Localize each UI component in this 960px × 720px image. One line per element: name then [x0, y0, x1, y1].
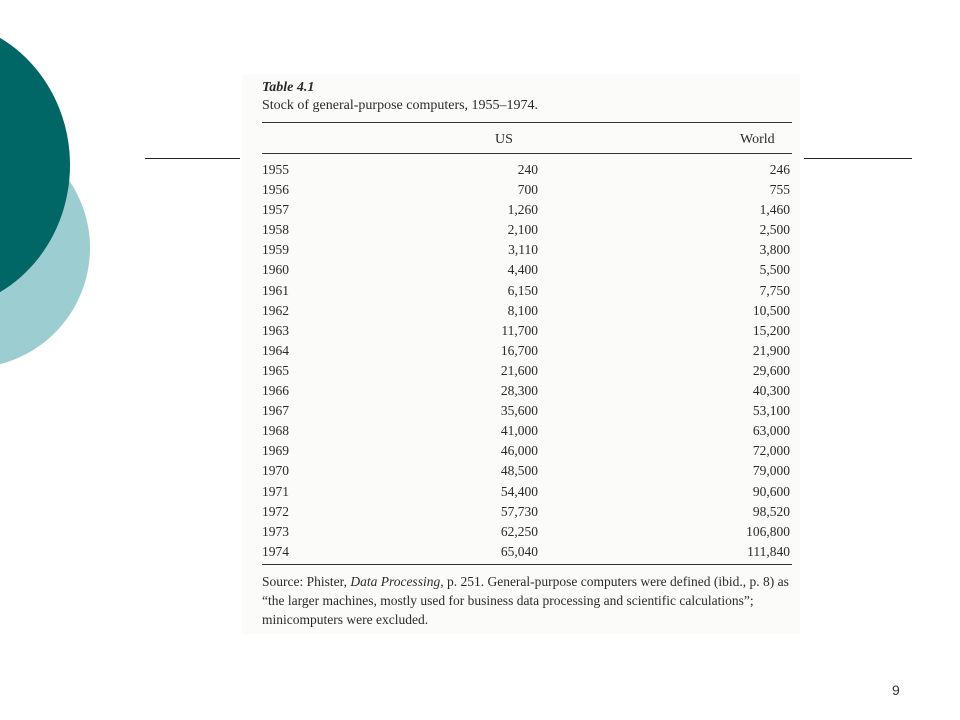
- cell-us: 240: [517, 162, 538, 177]
- cell-us: 1,260: [507, 202, 538, 218]
- table-row: [242, 403, 800, 423]
- table-row: [242, 443, 800, 463]
- table-row: [242, 303, 800, 323]
- cell-year: 1966: [262, 383, 289, 399]
- cell-world: 21,900: [752, 342, 790, 358]
- cell-world: 79,000: [752, 463, 790, 479]
- cell-year: 1957: [262, 202, 289, 218]
- cell-world: 40,300: [752, 383, 790, 399]
- cell-year: 1963: [262, 322, 289, 338]
- scanned-table-image: [242, 74, 800, 634]
- cell-world: 5,500: [759, 262, 790, 278]
- cell-us: 3,110: [508, 242, 538, 258]
- table-bottom-rule: [262, 564, 792, 565]
- cell-world: 106,800: [746, 523, 790, 539]
- cell-us: 16,700: [500, 342, 538, 358]
- cell-year: 1971: [262, 483, 289, 499]
- table-row: [242, 463, 800, 483]
- table-row: [242, 242, 800, 262]
- cell-us: 41,000: [500, 423, 538, 439]
- cell-year: 1958: [262, 222, 289, 238]
- table-row: [242, 383, 800, 403]
- cell-us: 21,600: [500, 362, 538, 378]
- cell-year: 1970: [262, 463, 289, 479]
- cell-year: 1956: [262, 182, 289, 198]
- cell-world: 2,500: [759, 222, 790, 238]
- source-suffix: , p. 251. General-purpose computers were defined (ibid., p. 8) as “the larger machines, mostly used for business data processing and scientific calculations”; minicomputers were excluded.: [262, 574, 789, 627]
- cell-year: 1972: [262, 503, 289, 519]
- cell-world: 1,460: [759, 202, 790, 218]
- cell-year: 1964: [262, 342, 289, 358]
- column-header-world: World: [740, 132, 775, 147]
- cell-us: 4,400: [507, 262, 538, 278]
- cell-us: 57,730: [500, 503, 538, 519]
- cell-world: 29,600: [752, 362, 790, 378]
- cell-year: 1961: [262, 282, 289, 298]
- cell-us: 11,700: [501, 322, 538, 338]
- table-body: [242, 162, 800, 564]
- cell-us: 28,300: [500, 383, 538, 399]
- table-row: [242, 343, 800, 363]
- table-row: [242, 323, 800, 343]
- cell-world: 72,000: [752, 443, 790, 459]
- table-top-rule: [262, 122, 792, 123]
- table-row: [242, 524, 800, 544]
- cell-world: 90,600: [752, 483, 790, 499]
- cell-year: 1955: [262, 162, 289, 177]
- cell-us: 54,400: [500, 483, 538, 499]
- cell-world: 111,840: [747, 543, 790, 559]
- table-row: [242, 222, 800, 242]
- table-title: Stock of general-purpose computers, 1955–1974.: [262, 98, 539, 113]
- cell-year: 1969: [262, 443, 289, 459]
- table-header-rule: [262, 153, 792, 154]
- cell-us: 65,040: [500, 543, 538, 559]
- table-row: [242, 484, 800, 504]
- cell-year: 1973: [262, 523, 289, 539]
- cell-world: 755: [769, 182, 790, 198]
- title-rule-left: [145, 158, 240, 159]
- table-row: [242, 202, 800, 222]
- cell-world: 53,100: [752, 403, 790, 419]
- table-row: [242, 504, 800, 524]
- cell-us: 6,150: [507, 282, 538, 298]
- table-row: [242, 262, 800, 282]
- table-label: Table 4.1: [262, 80, 315, 95]
- table-row: [242, 182, 800, 202]
- table-row: [242, 283, 800, 303]
- cell-year: 1968: [262, 423, 289, 439]
- table-row: [242, 162, 800, 182]
- cell-year: 1960: [262, 262, 289, 278]
- cell-year: 1959: [262, 242, 289, 258]
- cell-us: 700: [517, 182, 538, 198]
- cell-us: 46,000: [500, 443, 538, 459]
- column-header-us: US: [495, 132, 513, 147]
- table-source-note: [262, 572, 802, 629]
- cell-us: 62,250: [500, 523, 538, 539]
- cell-us: 8,100: [507, 302, 538, 318]
- page-number: 9: [892, 682, 900, 698]
- cell-year: 1967: [262, 403, 289, 419]
- cell-us: 48,500: [500, 463, 538, 479]
- title-rule-right: [804, 158, 912, 159]
- table-row: [242, 363, 800, 383]
- source-book-title: Data Processing: [350, 574, 441, 589]
- cell-world: 3,800: [759, 242, 790, 258]
- cell-year: 1974: [262, 543, 289, 559]
- cell-world: 63,000: [752, 423, 790, 439]
- cell-year: 1962: [262, 302, 289, 318]
- cell-us: 2,100: [507, 222, 538, 238]
- cell-world: 98,520: [752, 503, 790, 519]
- cell-world: 7,750: [759, 282, 790, 298]
- cell-world: 246: [769, 162, 790, 177]
- cell-us: 35,600: [500, 403, 538, 419]
- cell-year: 1965: [262, 362, 289, 378]
- table-row: [242, 544, 800, 564]
- table-row: [242, 423, 800, 443]
- source-prefix: Source: Phister,: [262, 574, 351, 589]
- cell-world: 10,500: [752, 302, 790, 318]
- cell-world: 15,200: [752, 322, 790, 338]
